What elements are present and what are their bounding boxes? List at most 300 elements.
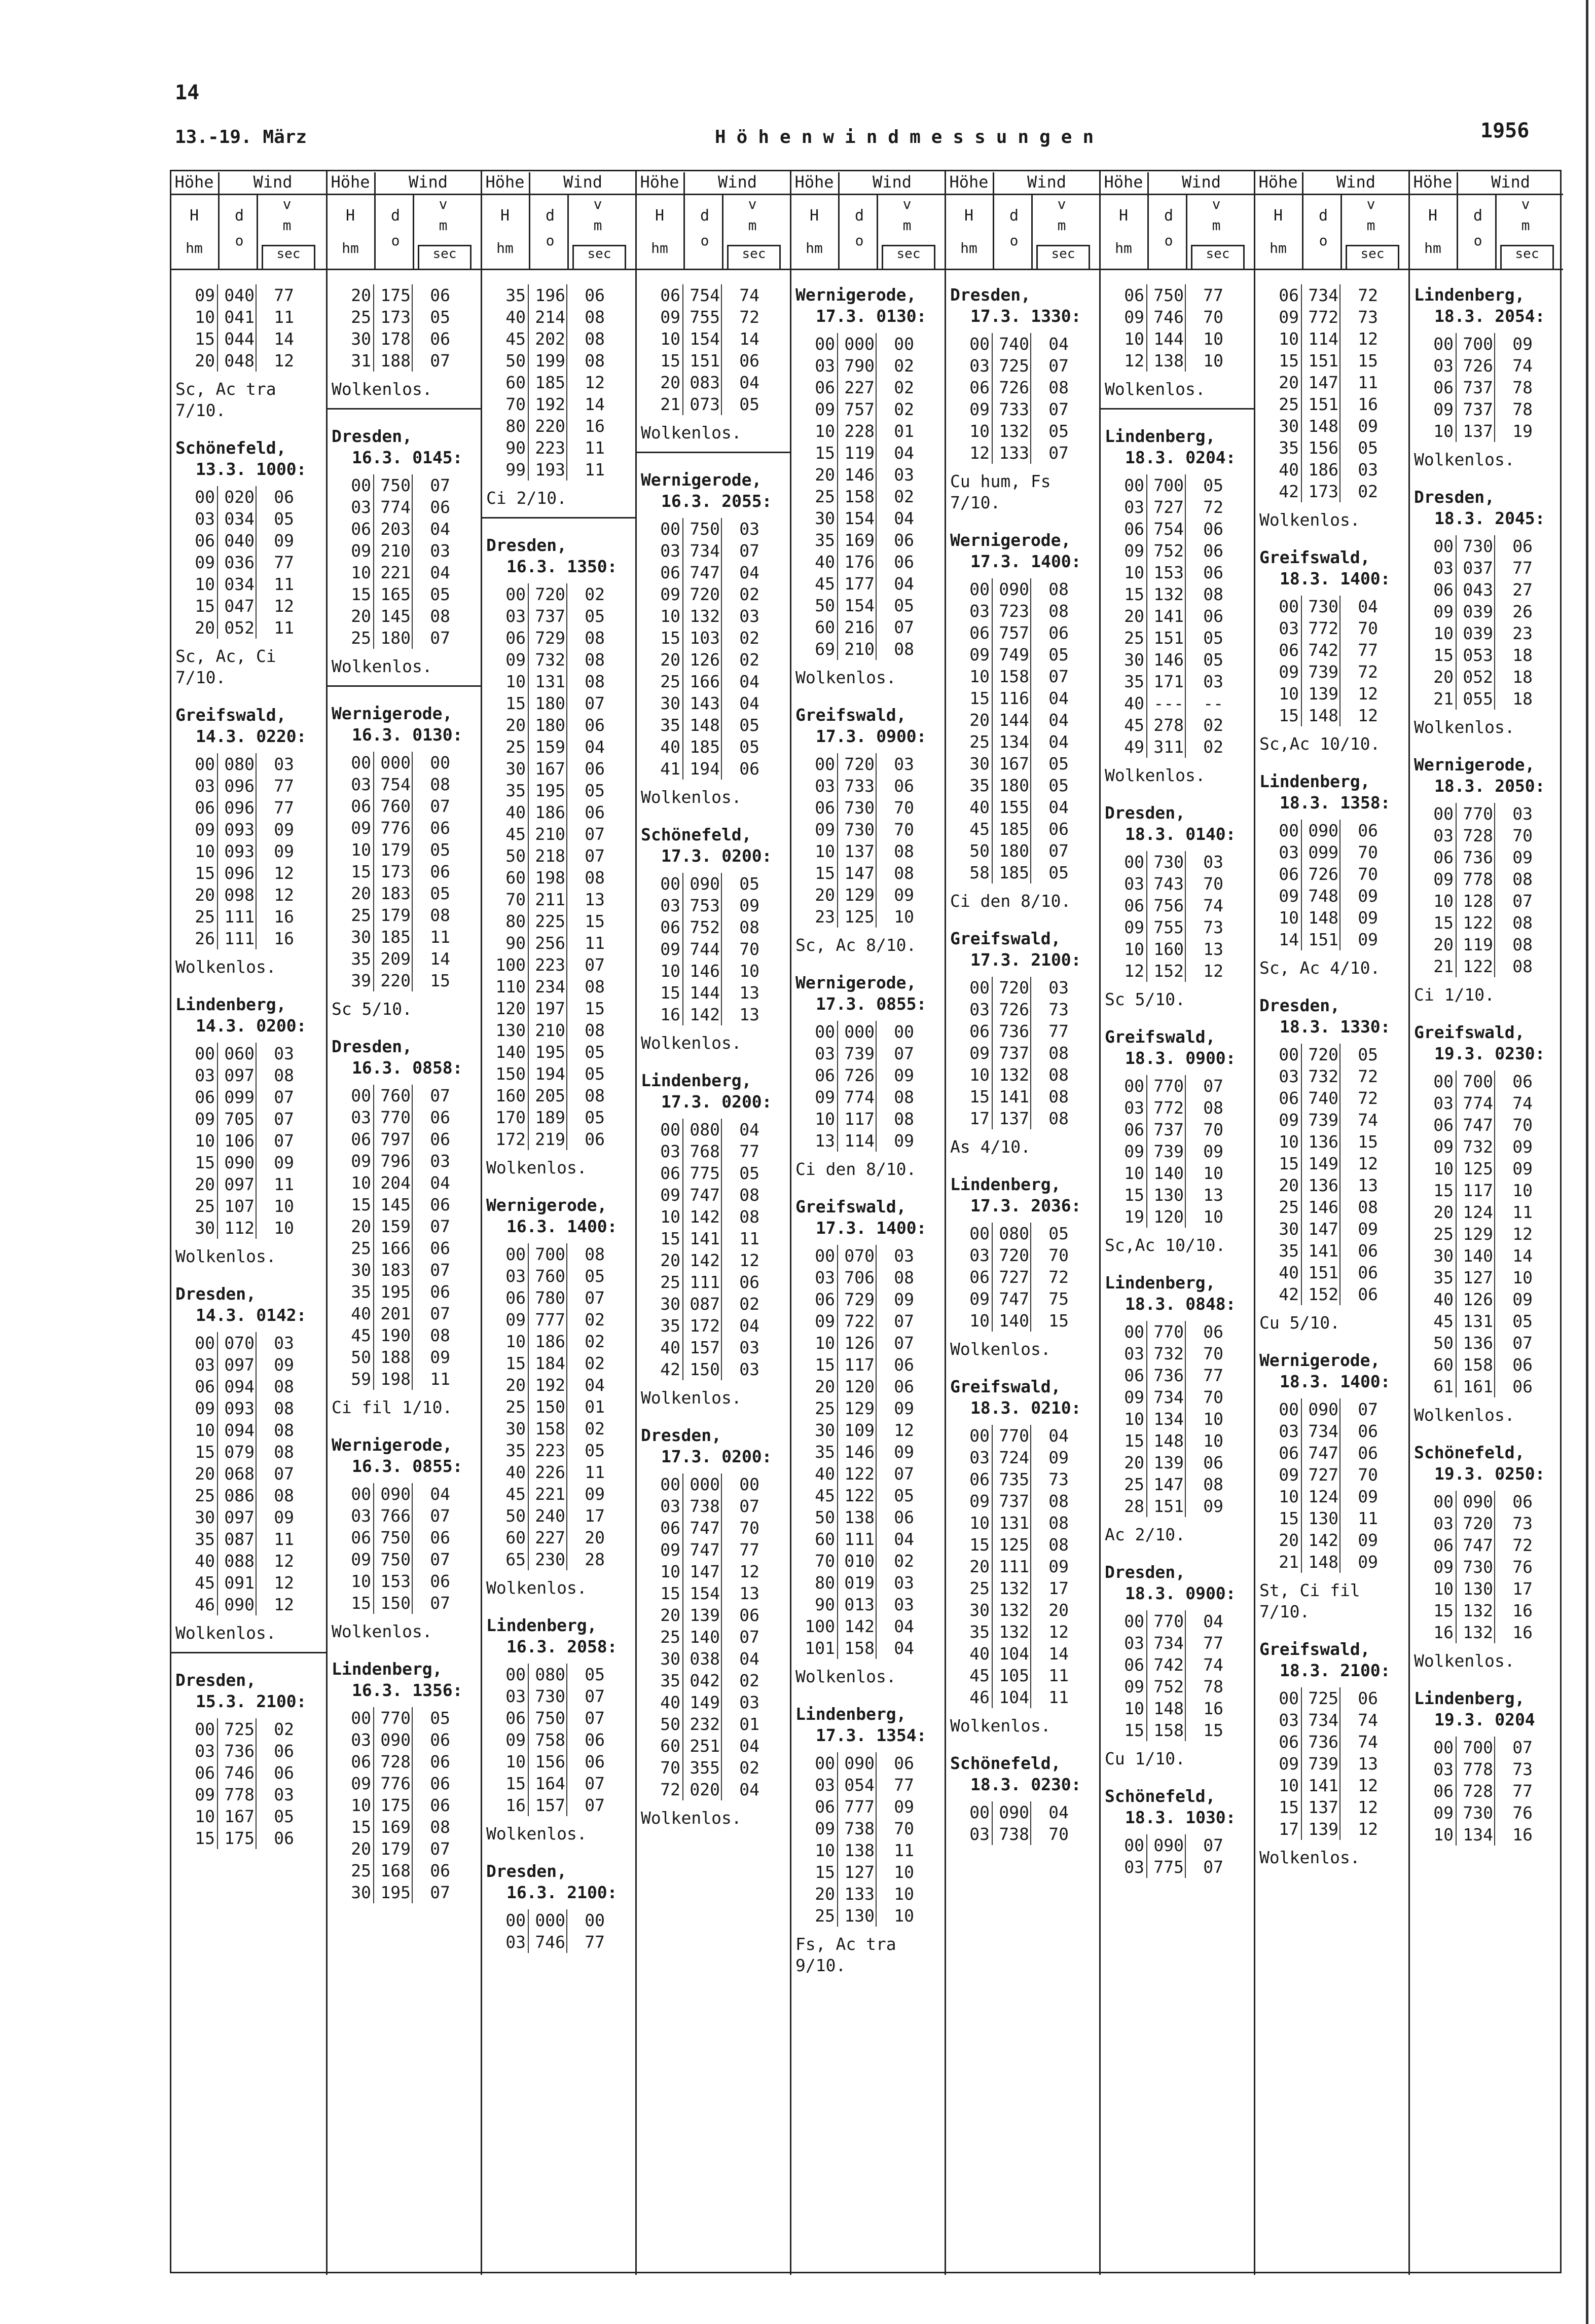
table-row — [946, 355, 1099, 377]
direction-value: 147 — [1153, 1474, 1184, 1494]
cell-divider — [256, 1718, 257, 1740]
table-row — [1255, 415, 1408, 437]
height-value: 10 — [969, 1065, 990, 1085]
cell-divider — [721, 1735, 722, 1757]
direction-value: 730 — [1463, 1803, 1493, 1823]
speed-value: 09 — [1048, 1448, 1069, 1467]
speed-value: 09 — [585, 1484, 605, 1504]
cell-divider — [566, 998, 567, 1019]
cell-divider — [1030, 1244, 1031, 1266]
cell-divider — [256, 906, 257, 928]
direction-value: 048 — [224, 351, 255, 371]
speed-value: 06 — [430, 1861, 450, 1880]
cell-divider — [992, 333, 993, 355]
speed-value: 09 — [1512, 334, 1533, 354]
cell-divider — [837, 1550, 838, 1572]
height-value: 09 — [1279, 1465, 1299, 1485]
speed-value: 15 — [1358, 351, 1378, 371]
cell-divider — [721, 1249, 722, 1271]
cell-divider — [876, 1288, 877, 1310]
cell-divider — [876, 595, 877, 616]
cell-divider — [373, 1194, 374, 1215]
cloud-note: Wolkenlos. — [1259, 510, 1360, 530]
cell-divider — [217, 1572, 218, 1594]
cell-divider — [876, 377, 877, 398]
table-row — [791, 753, 945, 775]
speed-value: 70 — [1358, 842, 1378, 862]
height-value: 20 — [815, 1884, 835, 1904]
speed-value: 03 — [739, 1692, 759, 1712]
cell-divider — [682, 350, 683, 372]
table-row — [1255, 841, 1408, 863]
cell-divider — [1339, 1442, 1340, 1464]
cell-divider — [837, 1861, 838, 1883]
cell-divider — [837, 595, 838, 616]
speed-value: 03 — [894, 1246, 914, 1266]
table-row — [328, 1106, 481, 1128]
cell-divider — [1301, 1551, 1302, 1573]
direction-value: 739 — [1308, 1110, 1338, 1130]
cell-divider — [1146, 562, 1147, 583]
cell-divider — [1185, 328, 1186, 350]
height-value: 09 — [195, 820, 215, 839]
station-time: 18.3. 2050: — [1434, 776, 1545, 796]
speed-value: 11 — [274, 1174, 294, 1194]
cell-divider — [217, 1397, 218, 1419]
table-row — [637, 1473, 790, 1495]
cell-divider — [412, 882, 413, 904]
speed-value: 05 — [585, 781, 605, 800]
cell-divider — [1494, 688, 1495, 710]
cell-divider — [1146, 1184, 1147, 1206]
height-value: 80 — [505, 416, 526, 436]
cell-divider — [1494, 934, 1495, 955]
cell-divider — [528, 649, 529, 671]
height-value: 09 — [351, 818, 371, 838]
cell-divider — [1339, 1731, 1340, 1753]
table-row — [791, 1397, 945, 1419]
cell-divider — [256, 1217, 257, 1239]
cell-divider — [1494, 1491, 1495, 1513]
cell-divider — [373, 605, 374, 627]
cell-divider — [528, 1063, 529, 1085]
table-row — [791, 355, 945, 377]
page-edge-line — [1586, 0, 1588, 2324]
table-row — [791, 884, 945, 906]
direction-value: 190 — [380, 1325, 411, 1345]
cell-divider — [837, 1528, 838, 1550]
cell-divider — [837, 840, 838, 862]
station-block — [1101, 1026, 1254, 1256]
table-row — [1101, 671, 1254, 692]
speed-value: 70 — [894, 1819, 914, 1838]
cell-divider — [1494, 1534, 1495, 1556]
table-row — [482, 1265, 635, 1287]
table-row — [946, 1686, 1099, 1708]
height-value: 00 — [815, 1753, 835, 1773]
cell-divider — [412, 1751, 413, 1773]
speed-value: 74 — [739, 285, 759, 305]
direction-value: 129 — [1463, 1224, 1493, 1244]
direction-value: 755 — [690, 307, 720, 327]
station-block — [1101, 1562, 1254, 1769]
direction-value: 148 — [1153, 1699, 1184, 1718]
cell-divider — [373, 1483, 374, 1505]
direction-value: 730 — [844, 798, 875, 818]
table-row — [328, 1816, 481, 1838]
direction-value: 150 — [380, 1593, 411, 1613]
cloud-note: As 4/10. — [950, 1137, 1031, 1157]
direction-value: 736 — [1153, 1366, 1184, 1385]
station-name: Schönefeld, — [1105, 1786, 1216, 1806]
table-row — [1410, 644, 1563, 666]
direction-value: 096 — [224, 798, 255, 818]
cell-divider — [1301, 1196, 1302, 1218]
direction-value: 722 — [844, 1311, 875, 1331]
cell-divider — [721, 1626, 722, 1648]
cell-divider — [682, 328, 683, 350]
speed-value: 04 — [739, 693, 759, 713]
cell-divider — [1146, 1321, 1147, 1343]
cell-divider — [682, 284, 683, 306]
cloud-note: Fs, Ac tra 9/10. — [795, 1934, 896, 1975]
height-value: 25 — [351, 1861, 371, 1880]
height-value: 03 — [969, 601, 990, 621]
cell-divider — [876, 1796, 877, 1818]
height-value: 03 — [1124, 497, 1144, 517]
direction-value: 219 — [535, 1129, 565, 1149]
cell-divider — [1456, 1332, 1457, 1354]
height-value: 09 — [1124, 307, 1144, 327]
direction-value: 165 — [380, 584, 411, 604]
speed-value: 70 — [1358, 1465, 1378, 1485]
cell-divider — [373, 1773, 374, 1794]
table-column — [635, 171, 790, 2275]
speed-value: 13 — [585, 890, 605, 909]
cell-divider — [876, 616, 877, 638]
cloud-note: Ci 2/10. — [486, 488, 567, 508]
speed-value: 06 — [430, 1129, 450, 1149]
header-top-row — [637, 171, 790, 195]
cell-divider — [1185, 540, 1186, 562]
table-row — [1255, 705, 1408, 726]
direction-value: 080 — [690, 1120, 720, 1139]
direction-value: 037 — [1463, 558, 1493, 578]
d-label: d — [1164, 207, 1174, 225]
cell-divider — [876, 1572, 877, 1594]
station-block — [1101, 284, 1254, 410]
height-value: 25 — [969, 732, 990, 752]
cell-divider — [566, 1440, 567, 1461]
height-value: 35 — [660, 1671, 680, 1690]
height-value: 06 — [815, 378, 835, 397]
cell-divider — [412, 583, 413, 605]
direction-value: 154 — [690, 1583, 720, 1603]
cell-divider — [566, 583, 567, 605]
cell-divider — [1185, 350, 1186, 372]
height-value: 20 — [815, 1377, 835, 1396]
speed-value: 77 — [1512, 1781, 1533, 1801]
table-row — [946, 1643, 1099, 1665]
speed-value: 05 — [585, 1441, 605, 1460]
station-block — [328, 703, 481, 1020]
direction-value: 169 — [844, 530, 875, 550]
cell-divider — [256, 1463, 257, 1485]
table-row — [1101, 714, 1254, 736]
cell-divider — [528, 350, 529, 372]
table-row — [791, 1463, 945, 1485]
direction-value: 727 — [999, 1267, 1029, 1287]
cell-divider — [373, 474, 374, 496]
direction-value: 730 — [1463, 536, 1493, 556]
direction-value: 720 — [1308, 1045, 1338, 1064]
table-row — [482, 1352, 635, 1374]
speed-value: 09 — [894, 885, 914, 905]
direction-value: 036 — [224, 552, 255, 572]
v-label: v — [1366, 196, 1375, 212]
speed-value: 72 — [1512, 1535, 1533, 1555]
speed-value: 08 — [894, 841, 914, 861]
column-body — [482, 270, 635, 1953]
height-value: 10 — [660, 961, 680, 981]
table-row — [637, 627, 790, 649]
cell-divider — [1030, 1686, 1031, 1708]
cell-divider — [876, 819, 877, 840]
height-value: 16 — [505, 1795, 526, 1815]
cell-divider — [566, 976, 567, 998]
cell-divider — [1494, 1737, 1495, 1758]
station-time: 18.3. 1400: — [1280, 569, 1391, 588]
height-value: 10 — [969, 421, 990, 441]
height-value: 30 — [1279, 416, 1299, 436]
cell-divider — [1301, 683, 1302, 705]
direction-value: 000 — [690, 1474, 720, 1494]
direction-value: 724 — [999, 1448, 1029, 1467]
height-value: 06 — [660, 1518, 680, 1538]
cell-divider — [1146, 1632, 1147, 1654]
station-name: Dresden, — [1259, 995, 1340, 1015]
speed-value: 06 — [739, 1605, 759, 1625]
speed-value: 77 — [739, 1141, 759, 1161]
station-name: Schönefeld, — [950, 1753, 1061, 1773]
table-row — [791, 1572, 945, 1594]
cell-divider — [1301, 1709, 1302, 1731]
column-body — [1410, 270, 1563, 1846]
table-row — [328, 540, 481, 562]
direction-value: 183 — [380, 1260, 411, 1280]
cell-divider — [1339, 596, 1340, 617]
speed-value: 08 — [1048, 1491, 1069, 1511]
cell-divider — [1030, 840, 1031, 862]
table-row — [171, 328, 326, 350]
height-value: 00 — [1279, 1399, 1299, 1419]
speed-value: 23 — [1512, 623, 1533, 643]
cell-divider — [876, 1376, 877, 1397]
height-value: 00 — [1433, 804, 1454, 824]
table-row — [1410, 1737, 1563, 1758]
cell-divider — [1494, 825, 1495, 846]
cell-divider — [217, 1354, 218, 1376]
speed-value: 07 — [585, 1774, 605, 1793]
cell-divider — [837, 1485, 838, 1506]
speed-value: 73 — [1203, 917, 1223, 937]
cell-divider — [1339, 1044, 1340, 1065]
station-name: Lindenberg, — [332, 1659, 443, 1679]
cell-divider — [876, 862, 877, 884]
degree-unit: o — [700, 232, 709, 249]
direction-value: 138 — [1153, 351, 1184, 371]
station-time: 16.3. 1356: — [352, 1680, 463, 1700]
cell-divider — [721, 284, 722, 306]
table-row — [1255, 1775, 1408, 1796]
cell-divider — [256, 753, 257, 775]
speed-value: 08 — [1048, 378, 1069, 397]
cell-divider — [721, 1691, 722, 1713]
speed-value: 09 — [1358, 1219, 1378, 1239]
direction-value: 726 — [844, 1065, 875, 1085]
speed-value: 09 — [739, 896, 759, 915]
direction-value: 776 — [380, 818, 411, 838]
table-row — [482, 1085, 635, 1106]
table-row — [791, 1637, 945, 1659]
cell-divider — [721, 960, 722, 982]
speed-value: 07 — [430, 1883, 450, 1902]
h-label: H — [1118, 207, 1129, 225]
cell-divider — [373, 1527, 374, 1548]
direction-value: 140 — [690, 1627, 720, 1647]
cell-divider — [1494, 1201, 1495, 1223]
cell-divider — [1339, 437, 1340, 459]
height-value: 49 — [1124, 737, 1144, 757]
speed-value: 05 — [1048, 863, 1069, 882]
cell-divider — [256, 840, 257, 862]
direction-value: 122 — [844, 1486, 875, 1505]
height-value: 17 — [1279, 1819, 1299, 1839]
speed-value: 07 — [430, 628, 450, 648]
cloud-note: Wolkenlos. — [1259, 1848, 1360, 1867]
table-row — [482, 1707, 635, 1729]
cell-divider — [528, 671, 529, 692]
direction-value: 737 — [1463, 399, 1493, 419]
cell-divider — [528, 627, 529, 649]
cell-divider — [256, 486, 257, 508]
direction-value: 096 — [224, 776, 255, 796]
cell-divider — [837, 1883, 838, 1905]
cell-divider — [256, 1108, 257, 1130]
cell-divider — [837, 486, 838, 507]
direction-value: 040 — [224, 285, 255, 305]
height-value: 25 — [351, 628, 371, 648]
direction-value: 737 — [1153, 1120, 1184, 1139]
station-block — [791, 705, 945, 956]
cell-divider — [566, 889, 567, 910]
speed-value: 03 — [1048, 978, 1069, 998]
height-value: 25 — [815, 487, 835, 506]
cell-divider — [1494, 1824, 1495, 1846]
speed-value: 04 — [1048, 1802, 1069, 1822]
table-row — [791, 1550, 945, 1572]
height-value: 15 — [660, 1229, 680, 1248]
cell-divider — [217, 284, 218, 306]
direction-value: 131 — [999, 1513, 1029, 1533]
height-value: 10 — [815, 421, 835, 441]
speed-value: 18 — [1512, 689, 1533, 709]
speed-value: 06 — [430, 285, 450, 305]
cell-divider — [256, 1827, 257, 1849]
speed-value: 03 — [739, 606, 759, 626]
height-value: 20 — [969, 710, 990, 730]
cell-divider — [528, 714, 529, 736]
height-value: 40 — [1279, 460, 1299, 479]
height-value: 03 — [505, 1686, 526, 1706]
direction-value: 756 — [1153, 896, 1184, 915]
table-column — [1254, 171, 1408, 2275]
height-value: 20 — [505, 715, 526, 735]
v-label: v — [1521, 196, 1530, 212]
cell-divider — [528, 1751, 529, 1773]
cell-divider — [1301, 1262, 1302, 1283]
column-body — [171, 270, 326, 1849]
table-row — [946, 1447, 1099, 1468]
cell-divider — [1456, 1621, 1457, 1643]
station-block — [1410, 1442, 1563, 1672]
cell-divider — [1146, 714, 1147, 736]
height-value: 06 — [1124, 896, 1144, 915]
direction-value: 216 — [844, 617, 875, 637]
cell-divider — [837, 1818, 838, 1839]
cell-divider — [876, 442, 877, 464]
height-value: 03 — [815, 776, 835, 796]
height-value: 06 — [969, 1469, 990, 1489]
cell-divider — [1030, 622, 1031, 644]
station-time: 17.3. 2036: — [970, 1196, 1081, 1215]
cell-divider — [1456, 535, 1457, 557]
cell-divider — [1301, 661, 1302, 683]
table-row — [637, 1140, 790, 1162]
cell-divider — [217, 595, 218, 617]
cell-divider — [217, 328, 218, 350]
cell-divider — [412, 496, 413, 518]
table-row — [328, 1773, 481, 1794]
station-block — [637, 824, 790, 1054]
height-value: 10 — [815, 1109, 835, 1129]
cell-divider — [1185, 1140, 1186, 1162]
table-row — [1255, 350, 1408, 372]
cell-divider — [373, 350, 374, 372]
direction-value: 151 — [1308, 930, 1338, 949]
cell-divider — [721, 873, 722, 895]
header-divider — [529, 194, 530, 270]
cell-divider — [682, 1604, 683, 1626]
cloud-note: Wolkenlos. — [641, 1808, 742, 1828]
height-value: 00 — [1124, 1835, 1144, 1855]
speed-value: 72 — [1358, 1088, 1378, 1108]
cell-divider — [682, 1539, 683, 1561]
table-row — [328, 1303, 481, 1324]
height-value: 09 — [1124, 917, 1144, 937]
height-value: 15 — [351, 1195, 371, 1214]
cell-divider — [837, 1043, 838, 1064]
height-value: 00 — [1433, 536, 1454, 556]
cell-divider — [1146, 496, 1147, 518]
cell-divider — [1301, 1753, 1302, 1775]
table-row — [1101, 627, 1254, 649]
direction-value: 167 — [535, 759, 565, 779]
cell-divider — [256, 1485, 257, 1506]
cell-divider — [682, 895, 683, 916]
direction-value: 127 — [1463, 1268, 1493, 1287]
height-value: 09 — [1279, 1110, 1299, 1130]
